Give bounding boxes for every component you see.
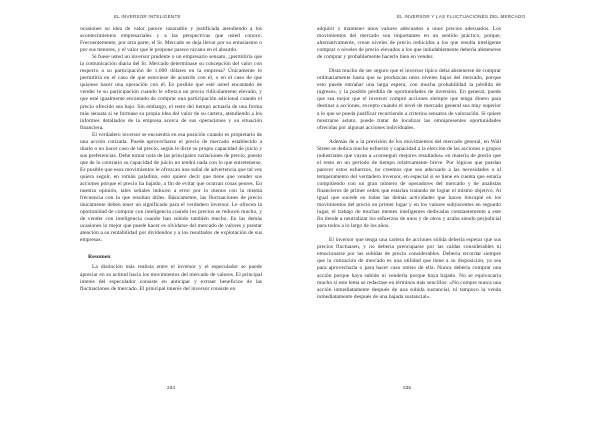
paragraph: El inversor que tenga una cartera de acciones sólida debería esperar que sus precios fluctuasen, y no debería preocuparse por las caídas considerables ni emocionarse por las subidas de precio considerables. Debería recordar siempre que la cotización de mercado es una utilidad que tiene a su disposición, ya sea para aprovecharla o para hacer caso omiso de ella. Nunca debería comprar una acción porque haya subido ni venderla porque haya bajado. No se equivocaría mucho si este lema se redactase en términos más sencillos: «No compre nunca una acción inmediatamente después de una subida sustancial, ni tampoco la venda inmediatamente después de una bajada sustancial». <box>317 237 501 300</box>
paragraph: Dista mucho de ser seguro que el inversor típico deba abstenerse de comprar ordinariamente hasta que se produzcan unos niveles bajos del mercado, porque esto puede entrañar una larga espera, con mucha probabilidad la pérdida de ingresos, y la posible pérdida de oportunidades de inversión. En general, puede que sea mejor que el inversor compre acciones siempre que tenga dinero para destinar a acciones, excepto cuando el nivel de mercado general sea muy superior a lo que se pueda justificar recurriendo a criterios sensatos de valoración. Si quiere mostrarse astuto, puede tratar de localizar las omnipresentes oportunidades ofrecidas por algunas acciones individuales. <box>317 68 501 131</box>
paragraph: adquirir y mantener unos valores adecuados a unos precios adecuados. Los movimientos del mercado son importantes en un sentido práctico, porque, alternativamente, crean niveles de precio reducidos a los que resulta inteligente comprar o niveles de precio elevados a los que indudablemente debería abstenerse de comprar y probablemente hacerlo bien en vender. <box>317 26 501 61</box>
right-page <box>300 0 600 424</box>
paragraph: La distinción más realista entre el inversor y el especulador se puede apreciar en su actitud hacia los movimientos del mercado de valores. El principal interés del especulador consiste en anticipar y extraer beneficios de las fluctuaciones de mercado. El principal interés del inversor consiste en <box>80 264 262 292</box>
left-page-body <box>80 26 262 293</box>
page-number-left: 234 <box>167 386 176 391</box>
paragraph: Si fuese usted un inversor prudente o un empresario sensato, ¿permitiría que la comunicación diaria del Sr. Mercado determinase su concepción del valor con respecto a su participación de 1.000 dólares en la empresa? Únicamente lo permitiría en el caso de que estuviese de acuerdo con él, o en el caso de que quisiese hacer una operación con él. Es posible que esté usted encantado de vender le su participación cuando le ofrezca un precio ridículamente elevado, y que esté igualmente encantado de comprar una participación adicional cuando el precio ofrecido sea bajo. Sin embargo, el resto del tiempo actuaría de una forma más sensata si se formase su propia idea del valor de su cartera, atendiendo a los informes detallados de la empresa acerca de sus operaciones y su situación financiera. <box>80 54 262 131</box>
paragraph: Además de a la previsión de los movimientos del mercado general, en Wall Street se dedica mucho esfuerzo y capacidad a la elección de las acciones o grupos industriales que vayan a «conseguir mejores resultados» en materia de precio que el resto en un período de tiempo relativamente breve. Por lógicas que puedan parecer estos esfuerzos, no creemos que sea adecuado a las necesidades o al temperamento del verdadero inversor, en especial si se tiene en cuenta que estaría compitiendo con un gran número de operadores del mercado y de analistas financieros de primer orden que estarían tratando de lograr el mismo objetivo. Al igual que sucede en todas las demás actividades que hacen hincapié en los movimientos del precio en primer lugar y en los valores subyacentes en segundo lugar, el trabajo de muchas mentes inteligentes dedicadas constantemente a este fin tiende a neutralizar los esfuerzos de unos y de otros y acaba siendo perjudicial para todos a lo largo de los años. <box>317 138 501 230</box>
section-heading: Resumen <box>88 254 111 261</box>
running-head-right: EL INVERSOR Y LAS FLUCTUACIONES DEL MERCADO <box>397 14 526 19</box>
paragraph: El verdadero inversor se encuentra en esa posición cuando es propietario de una acción cotizada. Puede aprovecharse el precio de mercado establecido a diario o no hacer caso de tal precio, según le dicte su propio capacidad de juicio y sus preferencias. Debe tomar nota de las principales variaciones de precio, puesto que de lo contrario su capacidad de juicio no tendrá nada con lo que entretenerse. Es posible que esos movimientos le ofrezcan una señal de advertencia que tal vez quiera seguir, en román paladino, esto quiere decir que tiene que vender sus acciones porque el precio ha bajado, a fin de evitar que ocurran cosas peores. En nuestra opinión, tales señales inducen a error por lo menos con la misma frecuencia con la que resultan útiles. Básicamente, las fluctuaciones de precio únicamente deben tener un significado para el verdadero inversor. Le ofrecen la oportunidad de comprar con inteligencia cuando los precios se reducen mucho, y de vender con inteligencia cuando han subido también mucho. En las demás ocasiones lo mejor que puede hacer es olvidarse del mercado de valores y prestar atención a su rentabilidad por dividendos y a los resultados de explotación de sus empresas. <box>80 131 262 244</box>
running-head-left: EL INVERSOR INTELIGENTE <box>114 14 181 19</box>
paragraph: ocasiones su idea de valor parece razonable y justificada atendiendo a los acontecimientos empresariales y a las perspectivas que usted conoce. Frecuentemente, por otra parte, el Sr. Mercado se deja llevar por su entusiasmo o por sus temores, y el valor que le propone parece rayano en el absurdo. <box>80 26 262 54</box>
right-page-body <box>317 26 501 301</box>
page-number-right: 235 <box>403 386 412 391</box>
